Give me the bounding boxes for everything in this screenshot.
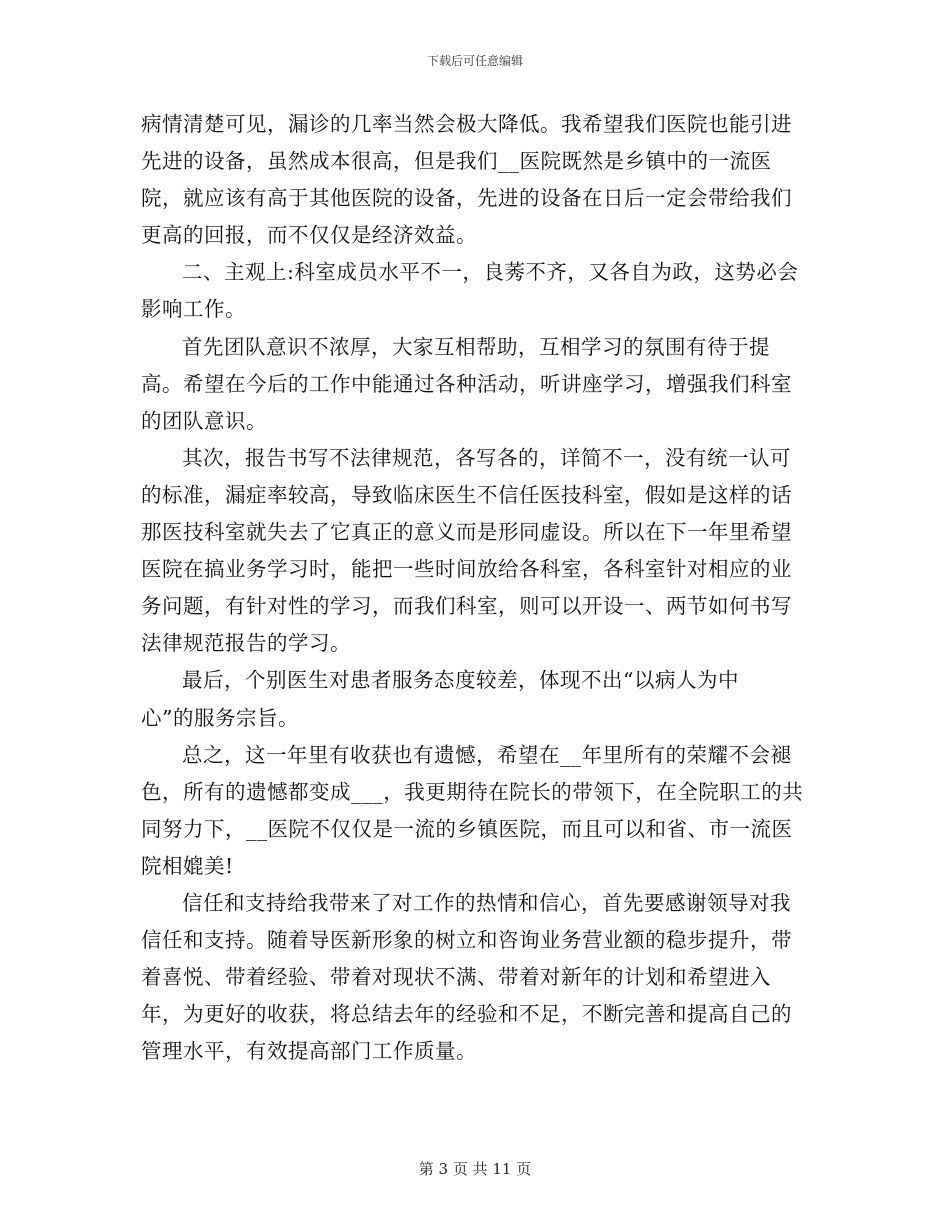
paragraph-3: 首先团队意识不浓厚，大家互相帮助，互相学习的氛围有待于提高。希望在今后的工作中能通过各种活动，听讲座学习，增强我们科室的团队意识。: [141, 334, 792, 433]
paragraph-1: 病情清楚可见，漏诊的几率当然会极大降低。我希望我们医院也能引进先进的设备，虽然成本很高，但是我们__医院既然是乡镇中的一流医院，就应该有高于其他医院的设备，先进的设备在日后一定会带给我们更高的回报，而不仅仅是经济效益。: [141, 112, 792, 248]
download-edit-note: 下载后可任意编辑: [426, 54, 523, 68]
document-body: [141, 106, 811, 1070]
paragraph-5: 最后，个别医生对患者服务态度较差，体现不出“以病人为中: [182, 668, 739, 693]
page-number: 第 3 页 共 11 页: [418, 1160, 532, 1178]
paragraph-5-continued: 心”的服务宗旨。: [141, 705, 299, 730]
paragraph-7: 信任和支持给我带来了对工作的热情和信心，首先要感谢领导对我信任和支持。随着导医新形象的树立和咨询业务营业额的稳步提升，带着喜悦、带着经验、带着对现状不满、带着对新年的计划和希望进入年，为更好的收获，将总结去年的经验和不足，不断完善和提高自己的管理水平，有效提高部门工作质量。: [141, 890, 792, 1064]
paragraph-2: 二、主观上:科室成员水平不一，良莠不齐，又各自为政，这势必会影响工作。: [141, 260, 799, 322]
paragraph-6: 总之，这一年里有收获也有遗憾，希望在__年里所有的荣耀不会褪色，所有的遗憾都变成___，我更期待在院长的带领下，在全院职工的共同努力下，__医院不仅仅是一流的乡镇医院，而且可以和省、市一流医院相媲美!: [141, 742, 804, 878]
paragraph-4: 其次，报告书写不法律规范，各写各的，详简不一，没有统一认可的标准，漏症率较高，导致临床医生不信任医技科室，假如是这样的话那医技科室就失去了它真正的意义而是形同虚设。所以在下一年里希望医院在搞业务学习时，能把一些时间放给各科室，各科室针对相应的业务问题，有针对性的学习，而我们科室，则可以开设一、两节如何书写法律规范报告的学习。: [141, 445, 792, 656]
